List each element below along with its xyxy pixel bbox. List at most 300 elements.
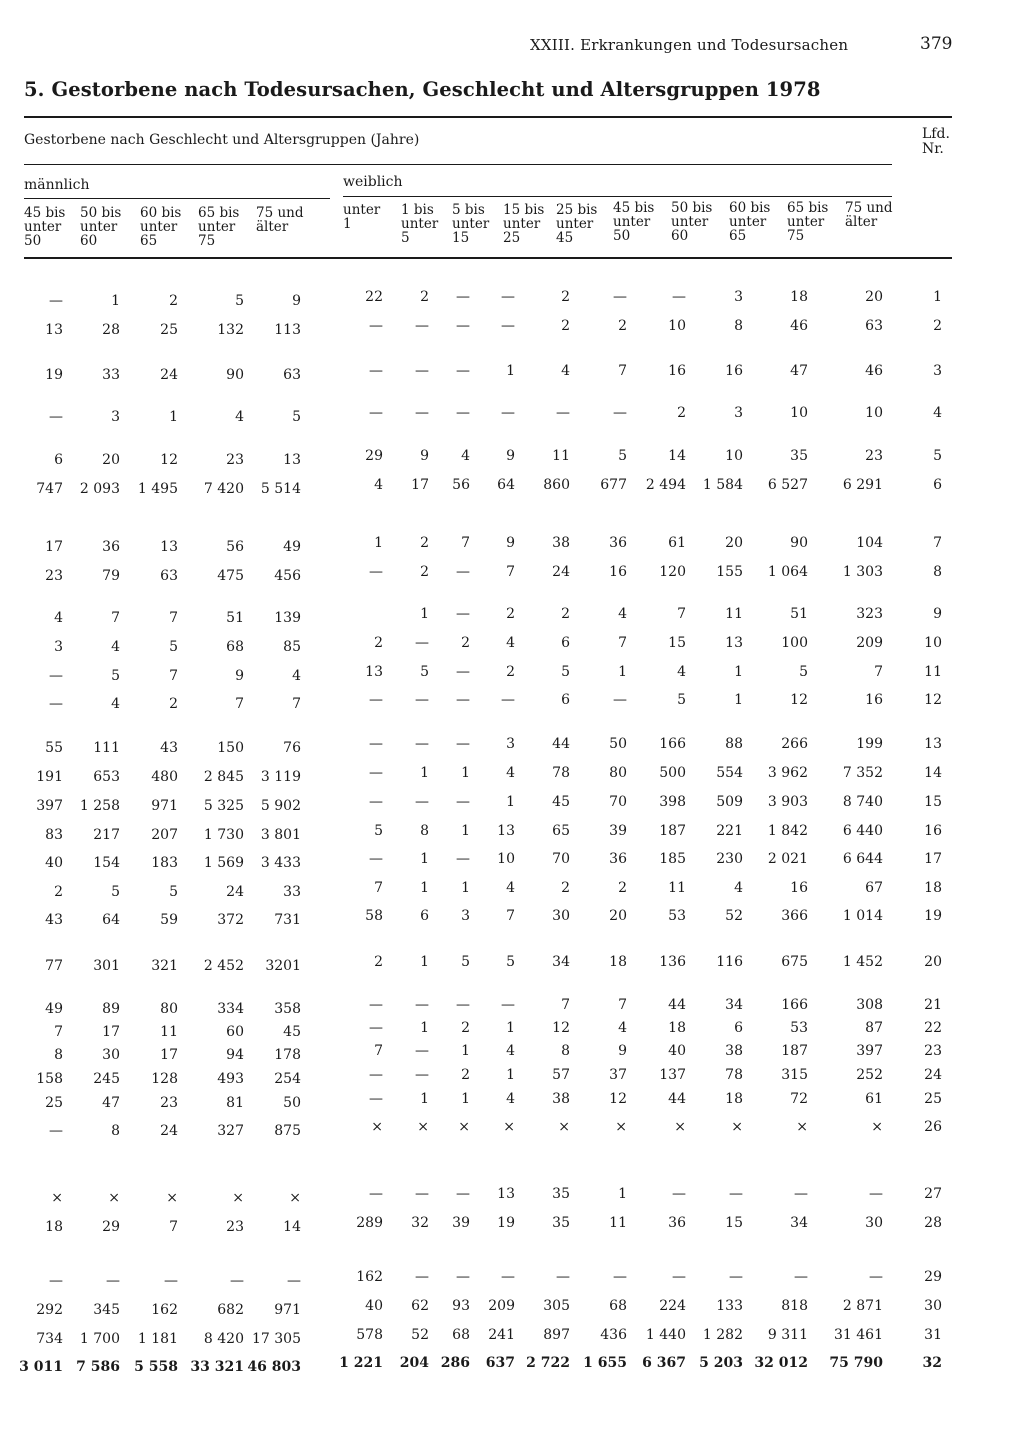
table-cell: 1: [506, 794, 515, 810]
table-cell: 3 433: [260, 855, 301, 871]
table-cell: —: [672, 1269, 686, 1285]
table-cell: 12: [552, 1020, 570, 1036]
table-cell: 1: [461, 1091, 470, 1107]
table-cell: 79: [102, 568, 120, 584]
table-cell: 7: [506, 564, 515, 580]
table-cell: 4: [506, 1091, 515, 1107]
table-cell: 456: [274, 568, 301, 584]
table-cell: 34: [790, 1215, 808, 1231]
table-cell: 7: [374, 1043, 383, 1059]
table-cell: ×: [51, 1190, 63, 1206]
table-cell: 2: [561, 606, 570, 622]
table-cell: ×: [232, 1190, 244, 1206]
page-number: 379: [920, 34, 953, 54]
table-cell: 4: [235, 409, 244, 425]
column-header: 50 bis unter 60: [671, 200, 713, 244]
table-cell: 204: [399, 1355, 429, 1371]
table-cell: 3 119: [260, 769, 301, 785]
table-cell: 5: [506, 954, 515, 970]
column-header: 65 bis unter 75: [198, 205, 240, 249]
table-cell: 509: [716, 794, 743, 810]
table-cell: 1 730: [203, 827, 244, 843]
table-cell: —: [49, 696, 63, 712]
table-cell: 10: [790, 405, 808, 421]
table-cell: 104: [856, 535, 883, 551]
table-cell: —: [556, 405, 570, 421]
table-cell: 217: [93, 827, 120, 843]
table-cell: 6: [54, 452, 63, 468]
table-cell: ×: [558, 1119, 570, 1135]
table-cell: —: [369, 997, 383, 1013]
table-cell: 5: [169, 884, 178, 900]
table-cell: 1 569: [203, 855, 244, 871]
table-cell: 139: [274, 610, 301, 626]
column-header: unter 1: [343, 202, 381, 232]
table-cell: —: [869, 1186, 883, 1202]
column-header: 50 bis unter 60: [80, 205, 122, 249]
table-cell: 17: [411, 477, 429, 493]
table-cell: —: [230, 1273, 244, 1289]
table-cell: —: [613, 1269, 627, 1285]
table-cell: 185: [659, 851, 686, 867]
table-cell: 2 452: [203, 958, 244, 974]
table-cell: 5 902: [260, 798, 301, 814]
table-cell: —: [369, 363, 383, 379]
table-cell: 7: [506, 908, 515, 924]
table-cell: 37: [609, 1067, 627, 1083]
table-cell: 2: [420, 564, 429, 580]
table-cell: 25: [160, 322, 178, 338]
table-cell: —: [49, 668, 63, 684]
table-cell: 13: [497, 823, 515, 839]
table-cell: 2 845: [203, 769, 244, 785]
table-cell: 137: [659, 1067, 686, 1083]
table-cell: 2: [461, 1020, 470, 1036]
table-cell: ×: [615, 1119, 627, 1135]
table-cell: 500: [659, 765, 686, 781]
table-cell: 334: [217, 1001, 244, 1017]
table-cell: 1: [420, 606, 429, 622]
table-cell: 38: [552, 1091, 570, 1107]
column-header: 75 und älter: [845, 200, 893, 230]
row-number-cell: 30: [924, 1298, 942, 1314]
table-cell: 15: [725, 1215, 743, 1231]
table-cell: 308: [856, 997, 883, 1013]
table-cell: 4: [734, 880, 743, 896]
table-cell: 554: [716, 765, 743, 781]
table-cell: 162: [356, 1269, 383, 1285]
table-cell: 2 871: [842, 1298, 883, 1314]
table-cell: 7: [874, 664, 883, 680]
table-cell: 70: [609, 794, 627, 810]
table-cell: 45: [283, 1024, 301, 1040]
table-cell: 7: [618, 997, 627, 1013]
table-cell: —: [106, 1273, 120, 1289]
table-cell: 15: [668, 635, 686, 651]
table-cell: 7 352: [842, 765, 883, 781]
table-cell: 6: [561, 635, 570, 651]
male-group-rule: [24, 198, 330, 199]
table-cell: 1 258: [79, 798, 120, 814]
table-cell: 33: [283, 884, 301, 900]
table-cell: 266: [781, 736, 808, 752]
table-cell: —: [672, 1186, 686, 1202]
table-cell: 52: [411, 1327, 429, 1343]
table-cell: 23: [226, 452, 244, 468]
table-cell: 209: [488, 1298, 515, 1314]
table-cell: 7: [169, 610, 178, 626]
table-cell: 1: [111, 293, 120, 309]
group-male-header: männlich: [24, 177, 90, 193]
table-cell: —: [456, 318, 470, 334]
table-cell: 4: [618, 606, 627, 622]
table-cell: ×: [503, 1119, 515, 1135]
table-cell: —: [456, 564, 470, 580]
row-number-cell: 6: [933, 477, 942, 493]
title-rule: [24, 116, 952, 118]
table-cell: 36: [609, 535, 627, 551]
table-cell: 6 644: [842, 851, 883, 867]
table-cell: 1: [461, 823, 470, 839]
table-cell: 8: [420, 823, 429, 839]
table-cell: —: [456, 1186, 470, 1202]
table-cell: 20: [725, 535, 743, 551]
table-cell: 76: [283, 740, 301, 756]
table-cell: 11: [725, 606, 743, 622]
table-cell: 4: [374, 477, 383, 493]
table-cell: 2: [374, 635, 383, 651]
table-cell: 1: [374, 535, 383, 551]
table-cell: 1: [461, 1043, 470, 1059]
table-cell: 46: [790, 318, 808, 334]
table-cell: 1: [169, 409, 178, 425]
table-cell: 68: [609, 1298, 627, 1314]
table-cell: —: [415, 635, 429, 651]
table-cell: —: [369, 765, 383, 781]
column-header: 45 bis unter 50: [24, 205, 66, 249]
table-cell: 6: [561, 692, 570, 708]
table-cell: 80: [609, 765, 627, 781]
table-cell: 199: [856, 736, 883, 752]
table-cell: 19: [45, 367, 63, 383]
table-cell: 77: [45, 958, 63, 974]
table-cell: —: [415, 736, 429, 752]
row-number-cell: 27: [924, 1186, 942, 1202]
table-cell: 23: [226, 1219, 244, 1235]
table-cell: 9: [618, 1043, 627, 1059]
table-cell: —: [369, 1067, 383, 1083]
table-cell: 29: [102, 1219, 120, 1235]
table-cell: 49: [283, 539, 301, 555]
table-cell: 24: [160, 367, 178, 383]
table-cell: 35: [790, 448, 808, 464]
table-cell: 128: [151, 1071, 178, 1087]
table-cell: 372: [217, 912, 244, 928]
female-group-rule: [343, 196, 892, 197]
table-cell: —: [369, 736, 383, 752]
table-cell: 2: [561, 318, 570, 334]
table-cell: 166: [781, 997, 808, 1013]
table-cell: 475: [217, 568, 244, 584]
table-cell: 2: [54, 884, 63, 900]
table-cell: 12: [160, 452, 178, 468]
table-cell: 191: [36, 769, 63, 785]
table-cell: 3: [506, 736, 515, 752]
table-cell: 6 440: [842, 823, 883, 839]
table-cell: 5: [111, 884, 120, 900]
table-cell: 18: [45, 1219, 63, 1235]
table-cell: 9: [506, 535, 515, 551]
table-cell: —: [501, 289, 515, 305]
table-cell: 46: [865, 363, 883, 379]
table-cell: 47: [102, 1095, 120, 1111]
table-cell: 1 221: [339, 1355, 383, 1371]
table-cell: 3 801: [260, 827, 301, 843]
table-cell: 64: [102, 912, 120, 928]
table-cell: 120: [659, 564, 686, 580]
row-number-cell: 4: [933, 405, 942, 421]
table-cell: 2: [374, 954, 383, 970]
table-cell: 47: [790, 363, 808, 379]
table-cell: 5: [461, 954, 470, 970]
table-cell: 13: [725, 635, 743, 651]
table-cell: 4: [292, 668, 301, 684]
table-cell: 11: [609, 1215, 627, 1231]
lfd-nr-header: Lfd. Nr.: [922, 126, 950, 157]
table-cell: 116: [716, 954, 743, 970]
table-cell: —: [49, 1273, 63, 1289]
table-cell: —: [794, 1269, 808, 1285]
row-number-cell: 2: [933, 318, 942, 334]
column-header: 45 bis unter 50: [613, 200, 655, 244]
row-number-cell: 13: [924, 736, 942, 752]
table-cell: 32: [411, 1215, 429, 1231]
table-cell: 398: [659, 794, 686, 810]
table-cell: 5: [292, 409, 301, 425]
table-cell: 2 722: [526, 1355, 570, 1371]
table-cell: 305: [543, 1298, 570, 1314]
table-cell: 72: [790, 1091, 808, 1107]
table-cell: 34: [552, 954, 570, 970]
table-cell: ×: [417, 1119, 429, 1135]
table-cell: 1: [461, 765, 470, 781]
table-cell: 43: [160, 740, 178, 756]
table-cell: —: [501, 318, 515, 334]
table-cell: 19: [497, 1215, 515, 1231]
column-header: 60 bis unter 65: [729, 200, 771, 244]
table-cell: 5: [235, 293, 244, 309]
table-cell: 5: [374, 823, 383, 839]
table-cell: 75 790: [829, 1355, 883, 1371]
table-cell: —: [613, 405, 627, 421]
row-number-cell: 9: [933, 606, 942, 622]
table-cell: 5 325: [203, 798, 244, 814]
table-cell: 1: [420, 851, 429, 867]
row-number-cell: 31: [924, 1327, 942, 1343]
table-cell: 18: [668, 1020, 686, 1036]
table-cell: 7: [374, 880, 383, 896]
table-cell: 7: [54, 1024, 63, 1040]
table-cell: 7: [111, 610, 120, 626]
table-cell: 155: [716, 564, 743, 580]
table-cell: 158: [36, 1071, 63, 1087]
table-cell: 5 514: [260, 481, 301, 497]
table-cell: —: [415, 1067, 429, 1083]
table-cell: 3 903: [767, 794, 808, 810]
table-cell: 209: [856, 635, 883, 651]
table-cell: 46 803: [247, 1359, 301, 1375]
table-cell: 677: [600, 477, 627, 493]
table-cell: 5: [111, 668, 120, 684]
table-cell: ×: [796, 1119, 808, 1135]
table-cell: 397: [36, 798, 63, 814]
table-cell: 23: [865, 448, 883, 464]
group-female-header: weiblich: [343, 174, 403, 190]
table-cell: ×: [674, 1119, 686, 1135]
row-number-cell: 12: [924, 692, 942, 708]
table-cell: 44: [552, 736, 570, 752]
table-cell: 2: [618, 880, 627, 896]
table-cell: 162: [151, 1302, 178, 1318]
table-cell: —: [501, 692, 515, 708]
table-cell: —: [456, 289, 470, 305]
table-cell: 2 021: [767, 851, 808, 867]
table-cell: 29: [365, 448, 383, 464]
table-cell: 17: [102, 1024, 120, 1040]
table-cell: —: [456, 794, 470, 810]
table-cell: 315: [781, 1067, 808, 1083]
table-cell: 83: [45, 827, 63, 843]
table-cell: —: [369, 1020, 383, 1036]
table-cell: 30: [102, 1047, 120, 1063]
table-cell: 113: [274, 322, 301, 338]
table-cell: 67: [865, 880, 883, 896]
table-cell: 4: [618, 1020, 627, 1036]
table-cell: ×: [871, 1119, 883, 1135]
table-cell: 11: [668, 880, 686, 896]
table-cell: 4: [506, 635, 515, 651]
table-cell: 2: [461, 635, 470, 651]
table-cell: 366: [781, 908, 808, 924]
table-cell: 3201: [265, 958, 301, 974]
table-cell: 578: [356, 1327, 383, 1343]
table-cell: 4: [111, 639, 120, 655]
table-cell: —: [556, 1269, 570, 1285]
table-cell: 55: [45, 740, 63, 756]
table-cell: 78: [552, 765, 570, 781]
table-cell: 5: [420, 664, 429, 680]
row-number-cell: 15: [924, 794, 942, 810]
table-cell: 224: [659, 1298, 686, 1314]
table-cell: 7 586: [76, 1359, 120, 1375]
table-cell: 17 305: [252, 1331, 301, 1347]
table-cell: 1: [734, 664, 743, 680]
table-cell: 78: [725, 1067, 743, 1083]
table-cell: 2: [506, 606, 515, 622]
table-cell: 88: [725, 736, 743, 752]
table-cell: 7: [235, 696, 244, 712]
table-cell: 12: [609, 1091, 627, 1107]
table-cell: 63: [865, 318, 883, 334]
page-title: 5. Gestorbene nach Todesursachen, Geschlecht und Altersgruppen 1978: [24, 78, 821, 101]
column-header: 65 bis unter 75: [787, 200, 829, 244]
table-cell: 1: [420, 880, 429, 896]
row-number-cell: 10: [924, 635, 942, 651]
table-cell: 9: [235, 668, 244, 684]
table-cell: 20: [609, 908, 627, 924]
table-cell: 2: [169, 696, 178, 712]
table-cell: 7: [169, 668, 178, 684]
table-cell: —: [729, 1269, 743, 1285]
table-cell: 16: [725, 363, 743, 379]
table-cell: 1 303: [842, 564, 883, 580]
table-cell: 480: [151, 769, 178, 785]
table-cell: —: [415, 318, 429, 334]
table-cell: 50: [609, 736, 627, 752]
table-cell: 1: [420, 765, 429, 781]
table-cell: 13: [45, 322, 63, 338]
table-cell: —: [415, 1043, 429, 1059]
table-cell: 13: [283, 452, 301, 468]
table-cell: 8 740: [842, 794, 883, 810]
table-cell: 32 012: [754, 1355, 808, 1371]
table-cell: —: [456, 1269, 470, 1285]
column-header: 60 bis unter 65: [140, 205, 182, 249]
table-cell: 1 181: [137, 1331, 178, 1347]
table-cell: 637: [485, 1355, 515, 1371]
table-cell: —: [287, 1273, 301, 1289]
table-cell: 8: [734, 318, 743, 334]
table-cell: 62: [411, 1298, 429, 1314]
table-cell: 1 064: [767, 564, 808, 580]
table-cell: 675: [781, 954, 808, 970]
table-cell: 14: [283, 1219, 301, 1235]
table-cell: 6: [734, 1020, 743, 1036]
row-number-cell: 28: [924, 1215, 942, 1231]
table-cell: 35: [552, 1215, 570, 1231]
table-cell: 1: [618, 664, 627, 680]
table-cell: 2: [420, 535, 429, 551]
table-cell: 18: [725, 1091, 743, 1107]
table-cell: 971: [151, 798, 178, 814]
table-cell: 16: [609, 564, 627, 580]
row-number-cell: 5: [933, 448, 942, 464]
table-cell: —: [456, 606, 470, 622]
table-cell: 286: [440, 1355, 470, 1371]
table-cell: —: [501, 405, 515, 421]
table-cell: 39: [609, 823, 627, 839]
table-cell: 3: [734, 289, 743, 305]
table-cell: 36: [668, 1215, 686, 1231]
table-cell: 747: [36, 481, 63, 497]
row-number-cell: 11: [924, 664, 942, 680]
table-cell: 241: [488, 1327, 515, 1343]
table-cell: 10: [668, 318, 686, 334]
table-cell: 5: [677, 692, 686, 708]
table-cell: —: [456, 664, 470, 680]
table-cell: 2: [169, 293, 178, 309]
table-cell: 17: [160, 1047, 178, 1063]
table-cell: 13: [365, 664, 383, 680]
table-cell: —: [794, 1186, 808, 1202]
table-cell: 30: [552, 908, 570, 924]
row-number-cell: 8: [933, 564, 942, 580]
table-cell: 1: [734, 692, 743, 708]
table-cell: 8: [54, 1047, 63, 1063]
table-cell: 860: [543, 477, 570, 493]
table-cell: 8: [111, 1123, 120, 1139]
table-cell: —: [456, 692, 470, 708]
